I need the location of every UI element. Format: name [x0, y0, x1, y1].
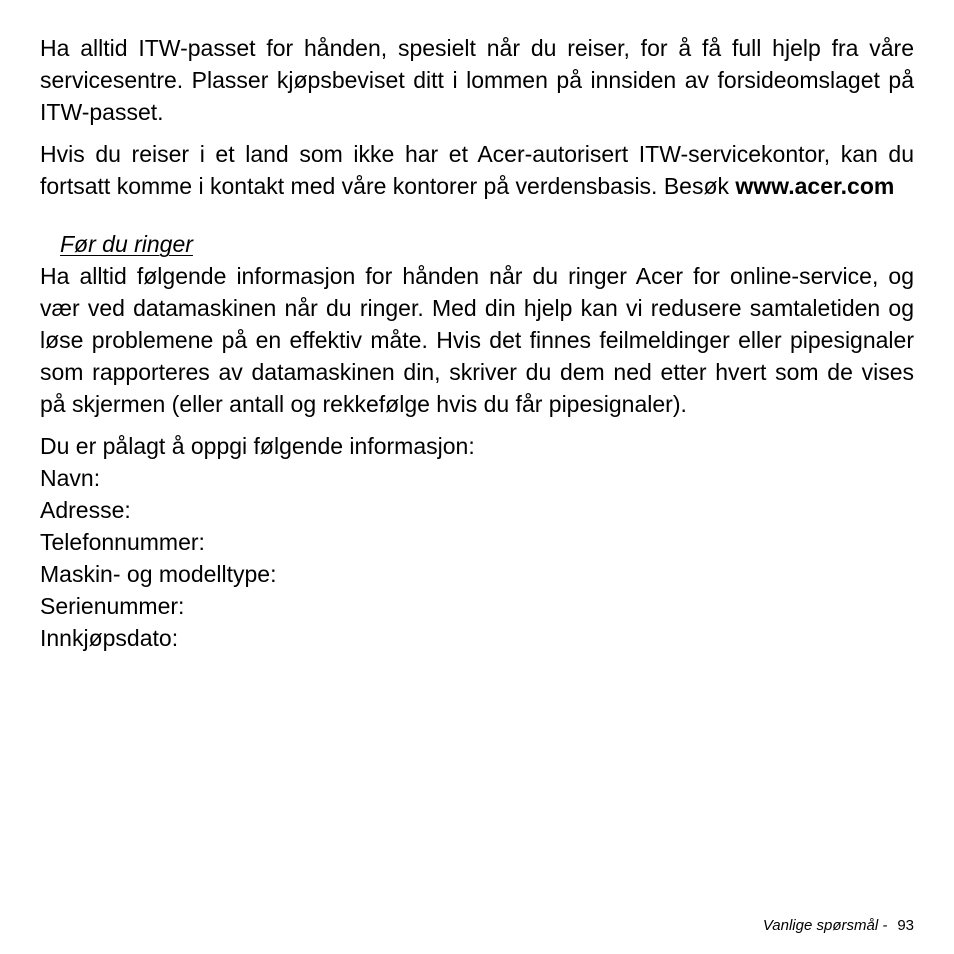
required-info-intro: Du er pålagt å oppgi følgende informasjon:: [40, 433, 475, 459]
field-phone: Telefonnummer:: [40, 529, 205, 555]
document-body: [40, 32, 914, 654]
spacer: [40, 202, 914, 228]
paragraph-travel-text: Hvis du reiser i et land som ikke har et Acer-autorisert ITW-servicekontor, kan du fortsatt komme i kontakt med våre kontorer på verdensbasis. Besøk: [40, 141, 914, 199]
footer-section-title: Vanlige spørsmål -: [762, 917, 888, 934]
acer-website-link[interactable]: www.acer.com: [735, 173, 895, 199]
paragraph-international-travel: [40, 138, 914, 202]
field-machine-model: Maskin- og modelltype:: [40, 561, 277, 587]
field-name: Navn:: [40, 465, 101, 491]
page-number: 93: [897, 917, 914, 934]
paragraph-itw-passport: Ha alltid ITW-passet for hånden, spesielt når du reiser, for å få full hjelp fra våre servicesentre. Plasser kjøpsbeviset ditt i lommen på innsiden av forsideomslaget på ITW-passet.: [40, 35, 914, 125]
section-heading-before-calling: Før du ringer: [60, 231, 193, 257]
field-serial-number: Serienummer:: [40, 593, 185, 619]
page-footer: [763, 916, 914, 936]
spacer: [40, 128, 914, 138]
field-purchase-date: Innkjøpsdato:: [40, 625, 179, 651]
spacer: [40, 420, 914, 430]
field-address: Adresse:: [40, 497, 131, 523]
paragraph-before-calling: Ha alltid følgende informasjon for hånden når du ringer Acer for online-service, og vær ved datamaskinen når du ringer. Med din hjelp kan vi redusere samtaletiden og løse problemene på en effektiv måte. Hvis det finnes feilmeldinger eller pipesignaler som rapporteres av datamaskinen din, skriver du dem ned etter hvert som de vises på skjermen (eller antall og rekkefølge hvis du får pipesignaler).: [40, 263, 914, 417]
